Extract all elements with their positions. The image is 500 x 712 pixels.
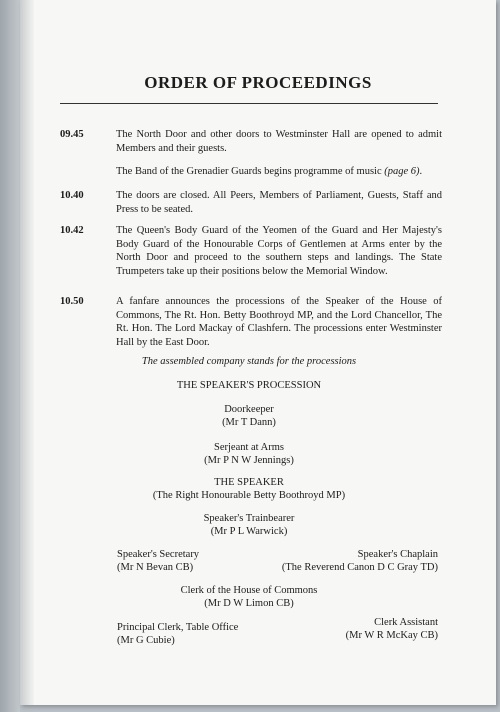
entry-text-band (116, 165, 442, 179)
document-page (20, 0, 496, 705)
trainbearer-role: Speaker's Trainbearer (203, 513, 295, 524)
principal-clerk-name: (Mr G Cubie) (117, 635, 175, 646)
speaker-name: (The Right Honourable Betty Boothroyd MP) (152, 490, 346, 501)
chaplain-role: Speaker's Chaplain (357, 549, 438, 560)
secretary-name: (Mr N Bevan CB) (117, 562, 194, 573)
serjeant-name: (Mr P N W Jennings) (204, 455, 294, 466)
entry-text-0945: The North Door and other doors to Westminster Hall are opened to admit Members and their guests. (116, 129, 442, 154)
doorkeeper-role: Doorkeeper (224, 404, 274, 415)
stands-note: The assembled company stands for the processions (141, 356, 357, 367)
trainbearer-name: (Mr P L Warwick) (210, 526, 288, 537)
procession-heading: THE SPEAKER'S PROCESSION (176, 380, 322, 391)
band-page-ref: (page 6) (384, 166, 420, 177)
entry-text-1042: The Queen's Body Guard of the Yeomen of the Guard and Her Majesty's Body Guard of the Honourable Corps of Gentlemen at Arms enter by the North Door and proceed to the southern steps and landings. The State Trumpeters take up their positions below the Memorial Window. (116, 225, 442, 277)
entry-text-1040: The doors are closed. All Peers, Members of Parliament, Guests, Staff and Press to be seated. (116, 190, 442, 215)
band-text-end: . (419, 166, 423, 177)
clerk-assistant-role: Clerk Assistant (374, 617, 438, 628)
speaker-role: THE SPEAKER (214, 477, 284, 488)
clerk-name: (Mr D W Limon CB) (204, 598, 294, 609)
chaplain-name: (The Reverend Canon D C Gray TD) (281, 562, 438, 573)
title-divider (60, 103, 438, 104)
entry-time-0945: 09.45 (60, 129, 84, 140)
secretary-role: Speaker's Secretary (117, 549, 200, 560)
clerk-role: Clerk of the House of Commons (180, 585, 318, 596)
principal-clerk-role: Principal Clerk, Table Office (117, 622, 239, 633)
background-strip (0, 0, 20, 712)
entry-time-1050: 10.50 (60, 296, 84, 307)
serjeant-role: Serjeant at Arms (214, 442, 284, 453)
entry-time-1040: 10.40 (60, 190, 84, 201)
entry-text-1050: A fanfare announces the processions of the Speaker of the House of Commons, The Rt. Hon. Betty Boothroyd MP, and the Lord Chancellor, The Rt. Hon. The Lord Mackay of Clashfern. The processions enter Westminster Hall by the East Door. (116, 296, 442, 348)
clerk-assistant-name: (Mr W R McKay CB) (345, 630, 438, 641)
page-title: ORDER OF PROCEEDINGS (144, 73, 372, 92)
band-text: The Band of the Grenadier Guards begins programme of music (116, 166, 385, 177)
entry-time-1042: 10.42 (60, 225, 84, 236)
doorkeeper-name: (Mr T Dann) (222, 417, 276, 428)
